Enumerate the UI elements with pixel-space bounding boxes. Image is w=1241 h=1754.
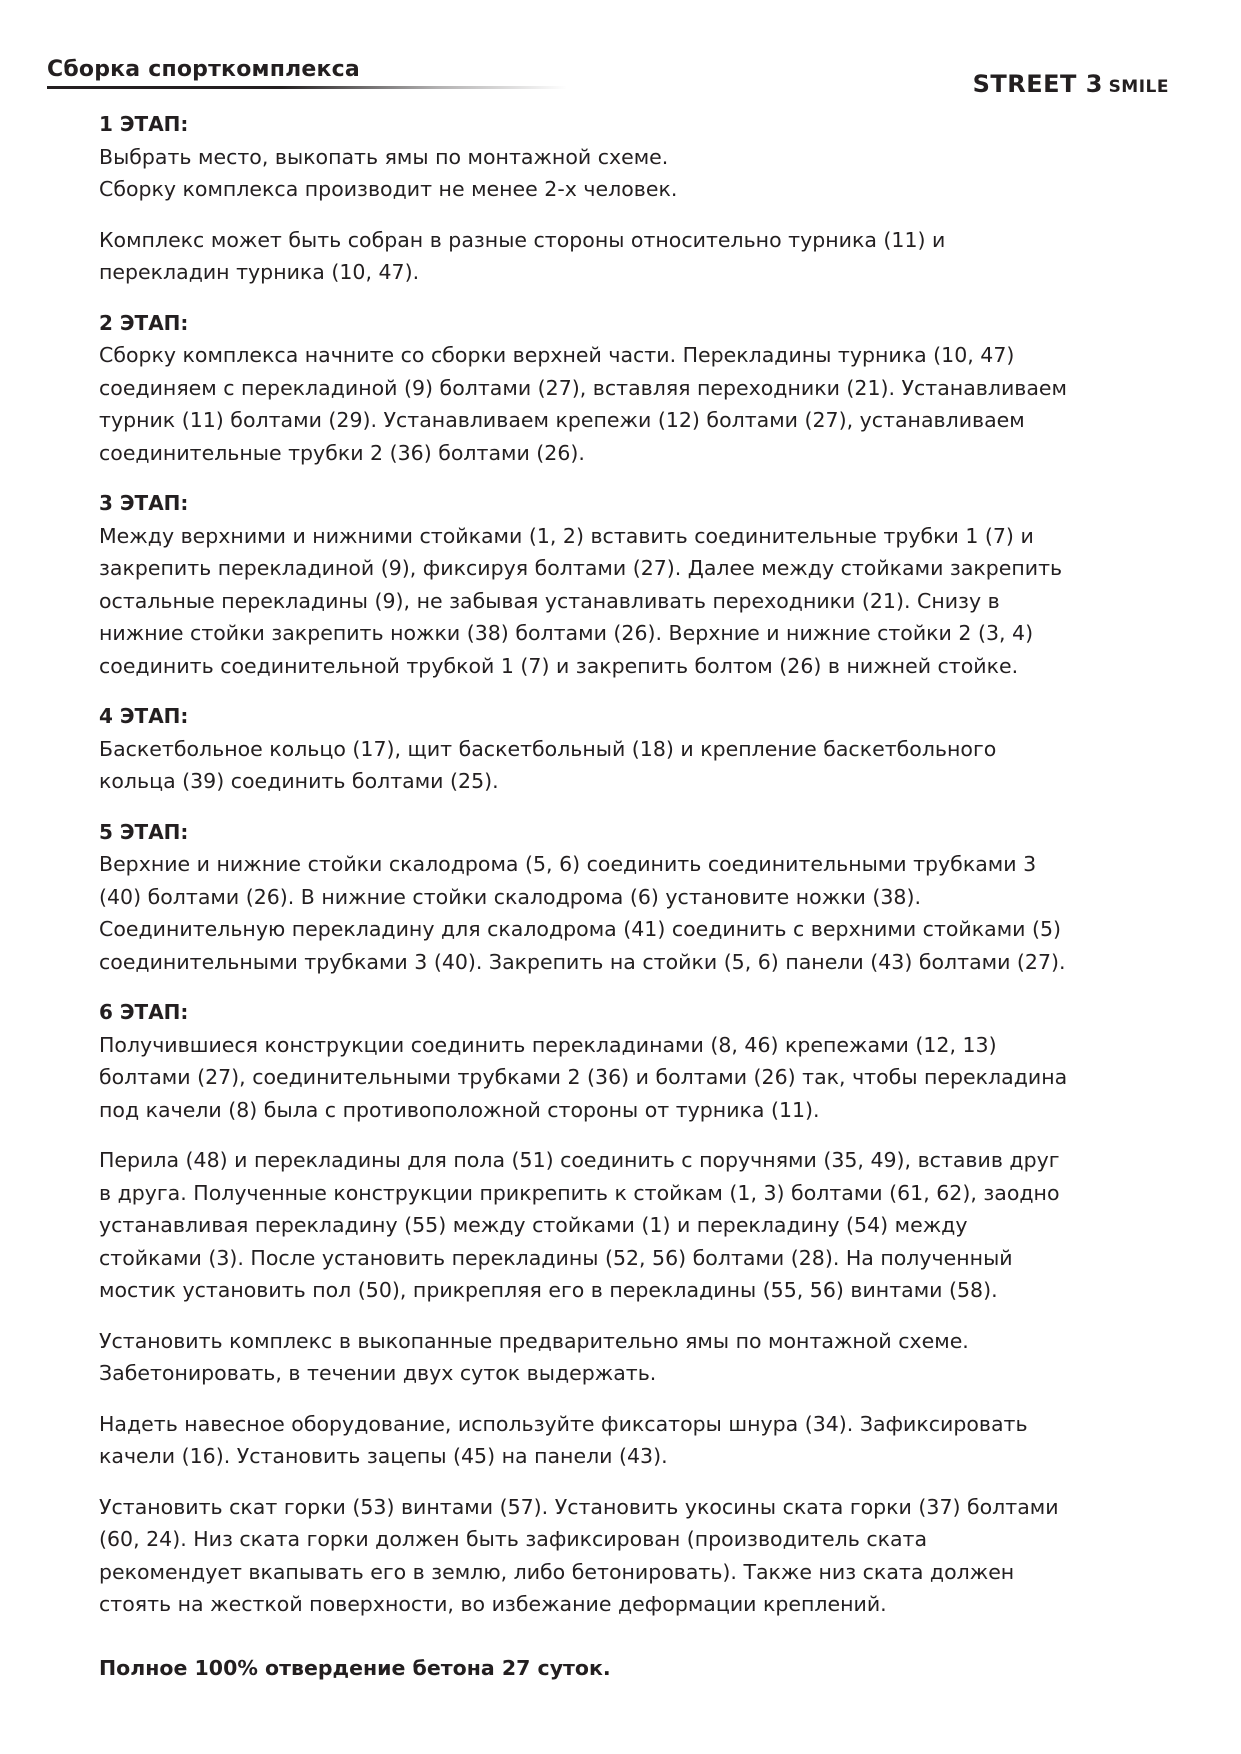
stage-title: 5 ЭТАП: bbox=[99, 819, 189, 844]
product-variant: SMILE bbox=[1108, 77, 1169, 97]
stage-paragraph: Надеть навесное оборудование, используйте фиксаторы шнура (34). Зафиксировать качели (16). Установить зацепы (45) на панели (43). bbox=[99, 1411, 1028, 1468]
stage-paragraph: Перила (48) и перекладины для пола (51) соединить с поручнями (35, 49), вставив друг в друга. Полученные конструкции прикрепить к стойкам (1, 3) болтами (61, 62), заодно устанавливая перекладину (55) между стойками (1) и перекладину (54) между стойками (3). После установить перекладины (52, 56) болтами (28). На полученный мостик установить пол (50), прикрепляя его в перекладины (55, 56) винтами (58). bbox=[99, 1148, 1060, 1302]
stage-title: 6 ЭТАП: bbox=[99, 1000, 189, 1024]
stage-paragraph: Установить комплекс в выкопанные предварительно ямы по монтажной схеме. Забетонировать, в течении двух суток выдержать. bbox=[99, 1328, 969, 1385]
product-name bbox=[973, 70, 1169, 98]
stage-title: 4 ЭТАП: bbox=[99, 704, 189, 728]
stage-paragraph: Верхние и нижние стойки скалодрома (5, 6) соединить соединительными трубками 3 (40) болтами (26). В нижние стойки скалодрома (6) установите ножки (38). Соединительную перекладину для скалодрома (41) соединить с верхними стойками (5) соединительными трубками 3 (40). Закрепить на стойки (5, 6) панели (43) болтами (27). bbox=[99, 852, 1066, 974]
stage-paragraph: Баскетбольное кольцо (17), щит баскетбольный (18) и крепление баскетбольного кольца (39) соединить болтами (25). bbox=[99, 736, 997, 793]
stage-6 bbox=[99, 996, 1179, 1126]
stage-paragraph: Сборку комплекса начните со сборки верхней части. Перекладины турника (10, 47) соединяем с перекладиной (9) болтами (27), вставляя переходники (21). Устанавливаем турник (11) болтами (29). Устанавливаем крепежи (12) болтами (27), устанавливаем соединительные трубки 2 (36) болтами (26). bbox=[99, 343, 1068, 465]
stage-paragraph: Комплекс может быть собран в разные стороны относительно турника (11) и перекладин турника (10, 47). bbox=[99, 227, 946, 284]
stage-4 bbox=[99, 700, 1179, 798]
stage-3 bbox=[99, 487, 1179, 682]
stage-5 bbox=[99, 816, 1179, 979]
stage-title: 2 ЭТАП: bbox=[99, 310, 189, 335]
final-note: Полное 100% отвердение бетона 27 суток. bbox=[99, 1656, 611, 1680]
stage-1 bbox=[99, 108, 1179, 206]
page-title: Сборка спорткомплекса bbox=[47, 57, 360, 82]
stage-paragraph: Установить скат горки (53) винтами (57). Установить укосины ската горки (37) болтами (60, 24). Низ ската горки должен быть зафиксирован (производитель ската рекомендует вкапывать его в землю, либо бетонировать). Также низ ската должен стоять на жесткой поверхности, во избежание деформации креплений. bbox=[99, 1494, 1059, 1616]
stage-2 bbox=[99, 307, 1179, 470]
stage-paragraph: Получившиеся конструкции соединить перекладинами (8, 46) крепежами (12, 13) болтами (27), соединительными трубками 2 (36) и болтами (26) так, чтобы перекладина под качели (8) была с противоположной стороны от турника (11). bbox=[99, 1032, 1068, 1122]
title-underline bbox=[47, 86, 567, 89]
product-model: STREET 3 bbox=[972, 70, 1103, 98]
stage-paragraph: Между верхними и нижними стойками (1, 2) вставить соединительные трубки 1 (7) и закрепить перекладиной (9), фиксируя болтами (27). Далее между стойками закрепить остальные перекладины (9), не забывая устанавливать переходники (21). Снизу в нижние стойки закрепить ножки (38) болтами (26). Верхние и нижние стойки 2 (3, 4) соединить соединительной трубкой 1 (7) и закрепить болтом (26) в нижней стойке. bbox=[99, 523, 1063, 678]
stage-paragraph: Выбрать место, выкопать ямы по монтажной схеме. Сборку комплекса производит не менее 2-х человек. bbox=[99, 144, 678, 201]
stage-title: 3 ЭТАП: bbox=[99, 491, 189, 515]
stage-title: 1 ЭТАП: bbox=[99, 112, 189, 136]
instructions bbox=[99, 108, 1179, 1639]
